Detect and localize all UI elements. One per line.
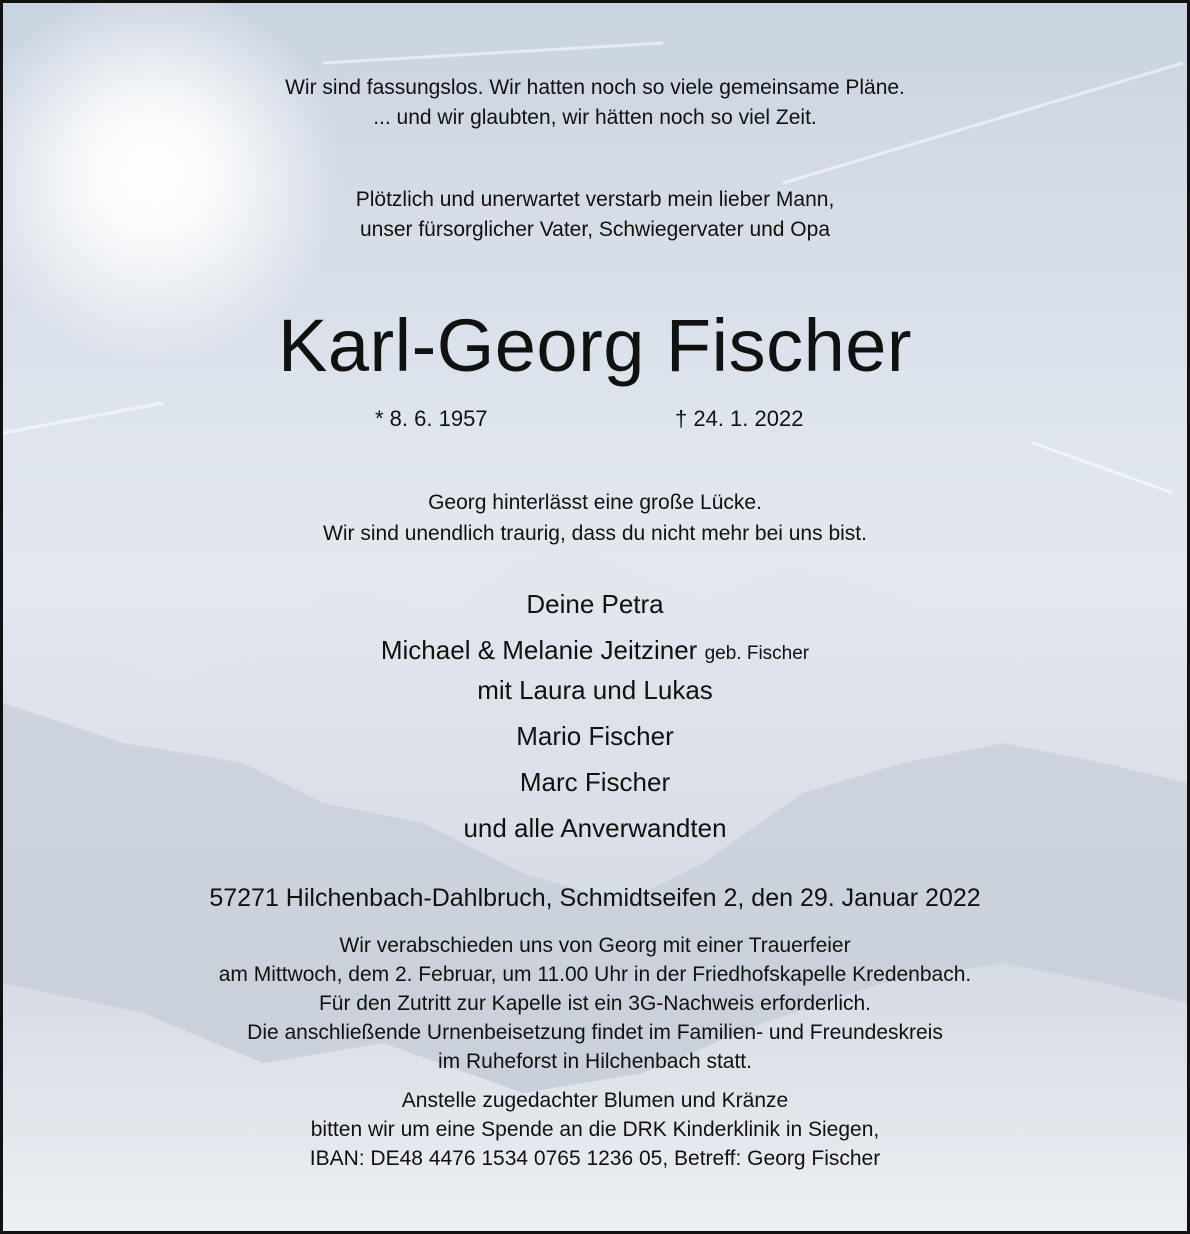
note-line: Georg hinterlässt eine große Lücke. <box>428 491 762 514</box>
announcement-line: unser fürsorglicher Vater, Schwiegervater und Opa <box>359 218 831 241</box>
intro-line: Wir sind fassungslos. Wir hatten noch so viele gemeinsame Pläne. <box>285 76 905 99</box>
ceremony-line: Die anschließende Urnenbeisetzung findet im Familien- und Freundeskreis <box>247 1021 943 1044</box>
ceremony-line: Für den Zutritt zur Kapelle ist ein 3G-Nachweis erforderlich. <box>318 992 872 1015</box>
birth-date: * 8. 6. 1957 <box>375 406 488 431</box>
death-date: † 24. 1. 2022 <box>675 406 804 431</box>
maiden-name-note: geb. Fischer <box>704 643 810 664</box>
donation-line: bitten wir um eine Spende an die DRK Kinderklinik in Siegen, <box>310 1118 880 1141</box>
address-line: 57271 Hilchenbach-Dahlbruch, Schmidtseifen 2, den 29. Januar 2022 <box>209 884 981 912</box>
donation-line: Anstelle zugedachter Blumen und Kränze <box>401 1089 789 1112</box>
mourner-name: Michael & Melanie Jeitziner <box>380 635 698 665</box>
notice-text <box>3 3 1187 1231</box>
mourner-child <box>3 632 1187 672</box>
death-announcement <box>3 185 1187 245</box>
announcement-line: Plötzlich und unerwartet verstarb mein lieber Mann, <box>355 188 835 211</box>
ceremony-line: Wir verabschieden uns von Georg mit einer Trauerfeier <box>339 934 851 957</box>
ceremony-line: im Ruheforst in Hilchenbach statt. <box>438 1050 752 1073</box>
mourning-note <box>3 487 1187 549</box>
donation-request <box>3 1086 1187 1173</box>
mourner-child: Mario Fischer <box>516 721 674 751</box>
donation-iban: IBAN: DE48 4476 1534 0765 1236 05, Betreff: Georg Fischer <box>309 1147 881 1170</box>
intro-quote <box>3 73 1187 133</box>
mourner-wife: Deine Petra <box>526 589 664 619</box>
mourner-child: Marc Fischer <box>519 767 671 797</box>
note-line: Wir sind unendlich traurig, dass du nicht mehr bei uns bist. <box>323 522 867 545</box>
ceremony-line: am Mittwoch, dem 2. Februar, um 11.00 Uhr in der Friedhofskapelle Kredenbach. <box>218 963 972 986</box>
funeral-details <box>3 931 1187 1076</box>
intro-line: ... und wir glaubten, wir hätten noch so viel Zeit. <box>373 106 817 129</box>
mourners-list <box>3 586 1187 856</box>
deceased-name: Karl-Georg Fischer <box>277 304 913 387</box>
mourner-grandchildren: mit Laura und Lukas <box>477 675 713 705</box>
mourner-relatives: und alle Anverwandten <box>463 813 727 843</box>
